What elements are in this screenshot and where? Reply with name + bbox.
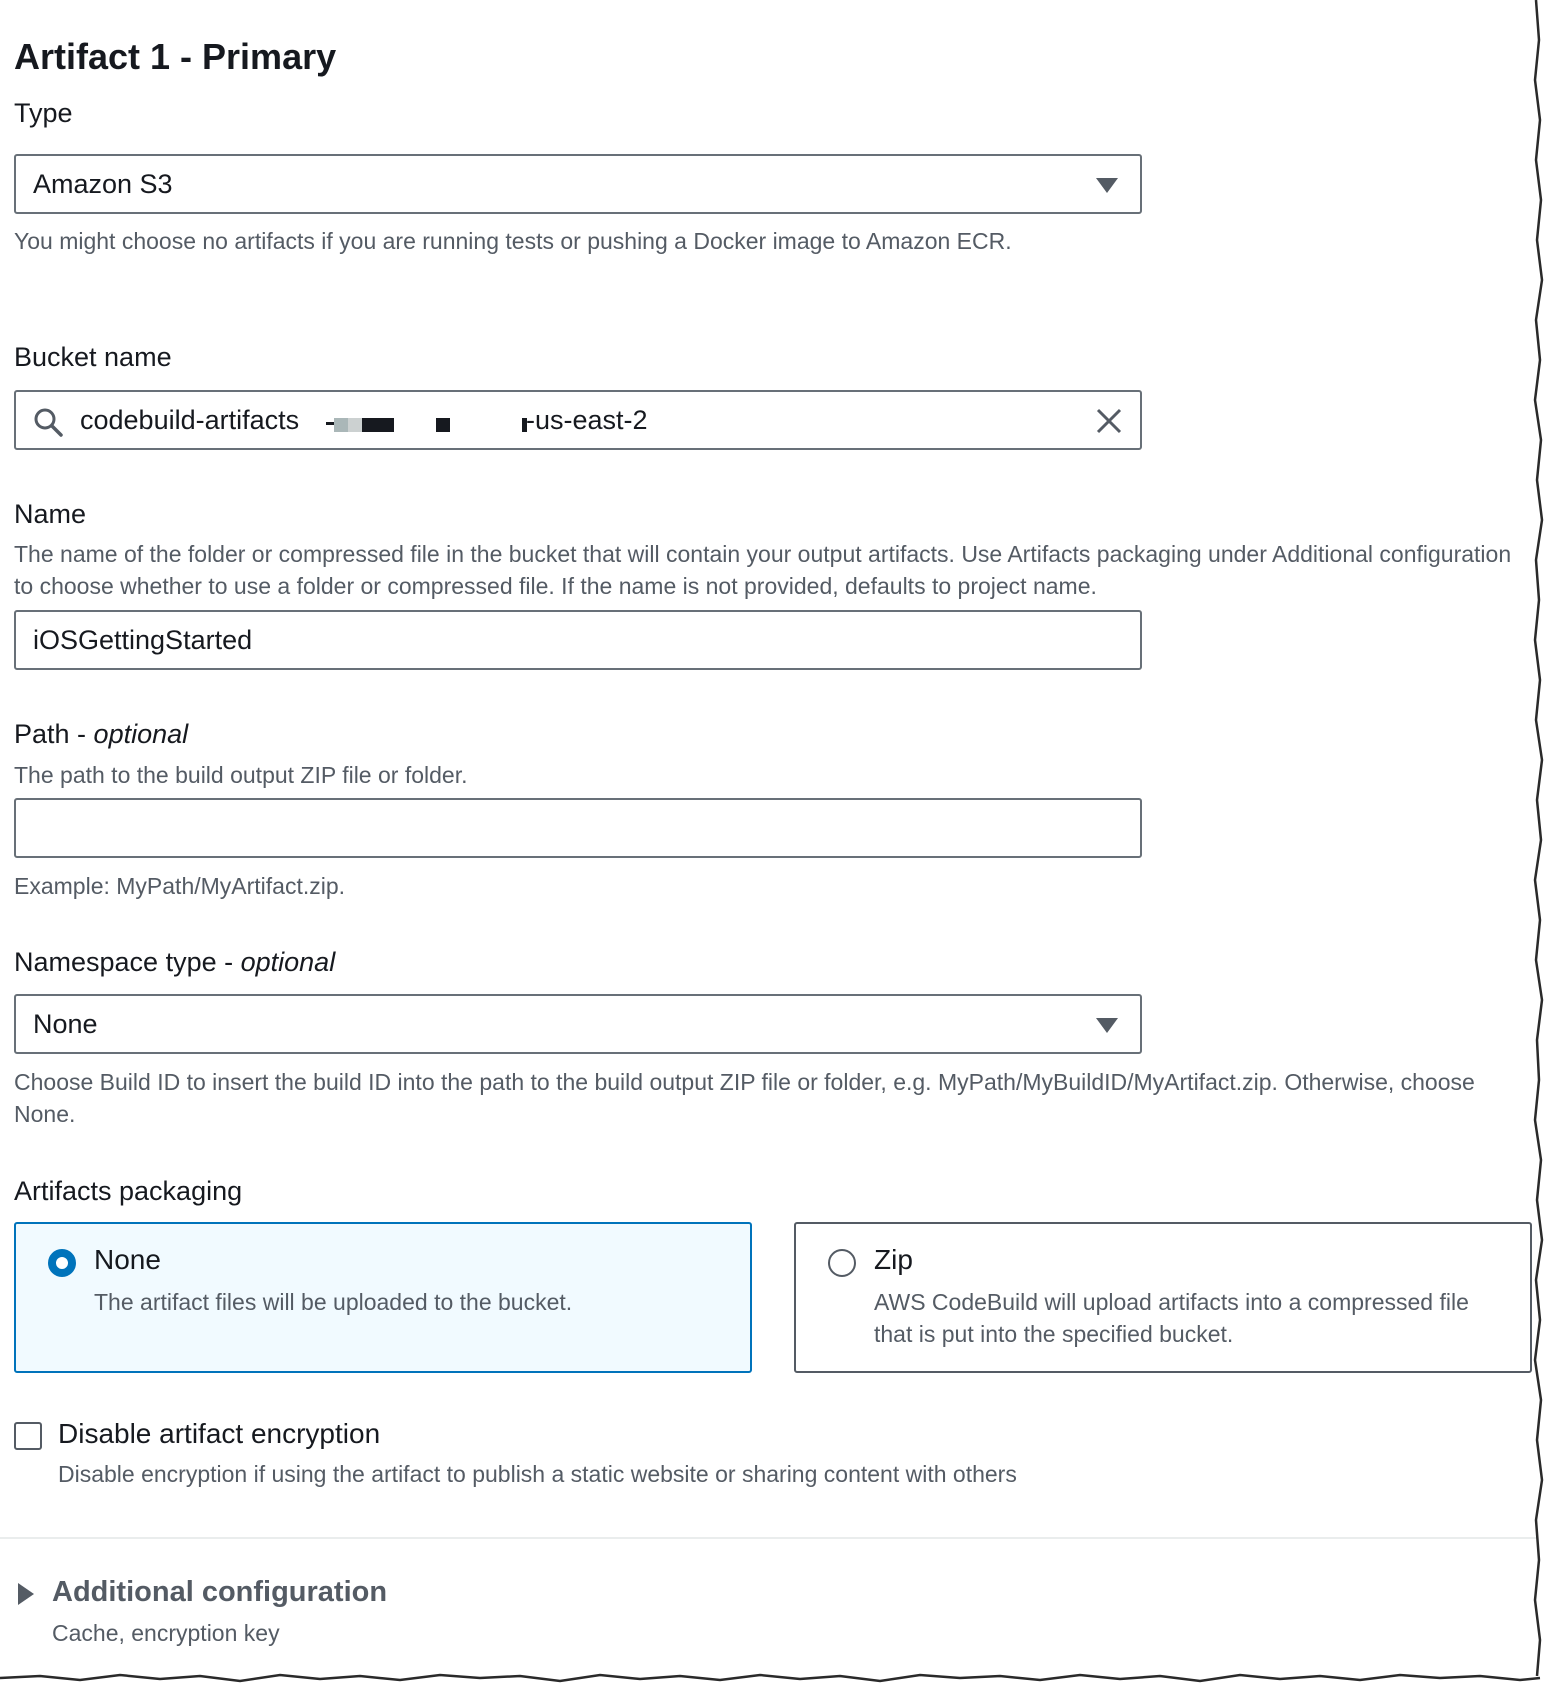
additional-configuration-toggle[interactable]: Additional configuration (52, 1576, 388, 1608)
path-label: Path - optional (14, 719, 189, 749)
caret-right-icon[interactable] (18, 1583, 34, 1605)
namespace-help: Choose Build ID to insert the build ID into the path to the build output ZIP file or folder, e.g. MyPath/MyBuildID/MyArtifact.zip. Otherwise, choose None. (14, 1069, 1475, 1127)
disable-encryption-help: Disable encryption if using the artifact to publish a static website or sharing content with others (58, 1461, 1017, 1487)
disable-encryption-label[interactable]: Disable artifact encryption (58, 1418, 381, 1449)
packaging-option-zip[interactable] (794, 1222, 1532, 1373)
redaction (334, 418, 348, 432)
redaction (436, 418, 450, 432)
name-help: The name of the folder or compressed file in the bucket that will contain your output artifacts. Use Artifacts packaging under Additional configuration to choose whether to use a folder or compressed file. If the name is not provided, defaults to project name. (14, 541, 1512, 599)
bucket-value-prefix: codebuild-artifacts (80, 405, 300, 435)
disable-encryption-checkbox[interactable] (14, 1422, 42, 1450)
name-input-value: iOSGettingStarted (33, 625, 253, 655)
namespace-select[interactable] (14, 994, 1142, 1054)
section-title: Artifact 1 - Primary (14, 36, 337, 77)
path-input[interactable] (14, 798, 1142, 858)
packaging-label: Artifacts packaging (14, 1176, 243, 1206)
packaging-option-none-description: The artifact files will be uploaded to the bucket. (94, 1289, 573, 1315)
type-select-value: Amazon S3 (33, 169, 173, 199)
type-help: You might choose no artifacts if you are running tests or pushing a Docker image to Amazon ECR. (14, 228, 1012, 254)
search-icon (32, 406, 64, 438)
radio-zip[interactable] (828, 1249, 856, 1277)
bucket-value-suffix: -us-east-2 (526, 405, 648, 435)
path-example: Example: MyPath/MyArtifact.zip. (14, 873, 346, 899)
type-label: Type (14, 98, 73, 128)
type-select[interactable] (14, 154, 1142, 214)
packaging-option-zip-title: Zip (874, 1244, 913, 1275)
name-label: Name (14, 499, 87, 529)
additional-configuration-description: Cache, encryption key (52, 1620, 280, 1646)
torn-edge (1530, 0, 1558, 1694)
packaging-option-none-title: None (94, 1244, 161, 1275)
close-icon[interactable] (1094, 406, 1124, 436)
bucket-label: Bucket name (14, 342, 172, 372)
divider (0, 1537, 1540, 1539)
packaging-option-zip-description: AWS CodeBuild will upload artifacts into a compressed file that is put into the specified bucket. (874, 1289, 1469, 1347)
redaction (362, 418, 394, 432)
radio-none[interactable] (48, 1249, 76, 1277)
packaging-option-none[interactable] (14, 1222, 752, 1373)
chevron-down-icon (1096, 178, 1118, 193)
namespace-label: Namespace type - optional (14, 947, 336, 977)
name-input[interactable] (14, 610, 1142, 670)
path-help: The path to the build output ZIP file or folder. (14, 762, 468, 788)
redaction (348, 418, 362, 432)
bucket-search-input[interactable] (14, 390, 1142, 450)
torn-edge (0, 1670, 1558, 1694)
namespace-select-value: None (33, 1009, 98, 1039)
chevron-down-icon (1096, 1018, 1118, 1033)
